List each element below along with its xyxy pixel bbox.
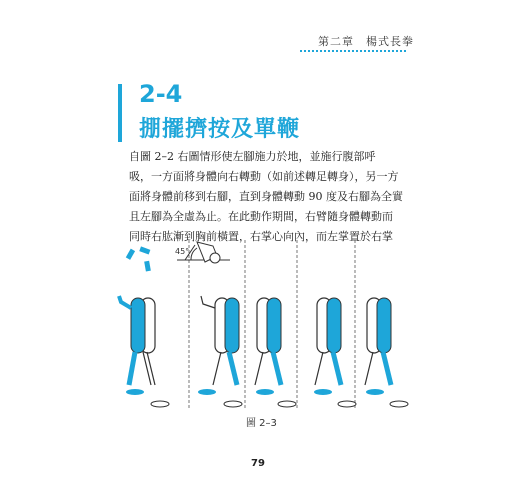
body-text [129, 147, 403, 247]
body-line: 面將身體前移到右腳，直到身體轉動 90 度及右腳為全實 [129, 190, 403, 203]
body-line: 吸，一方面將身體向右轉動（如前述轉足轉身），另一方 [129, 170, 399, 183]
body-line: 同時右肱漸到胸前橫置，右掌心向內，而左掌置於右掌 [129, 230, 393, 243]
section-number: 2-4 [139, 80, 183, 108]
angle-label: 45° [175, 247, 190, 256]
figure-pose-2 [201, 296, 239, 385]
running-head: 第二章 楊式長拳 [318, 35, 414, 48]
figure-caption: 圖 2–3 [246, 418, 277, 429]
figure-pose-1 [119, 296, 155, 385]
page-number: 79 [251, 458, 265, 469]
section-title: 掤擺擠按及單鞭 [139, 117, 301, 142]
figure-pose-5 [365, 298, 391, 385]
running-head-divider [300, 50, 406, 52]
figure-pose-4 [315, 298, 341, 385]
top-view-diagram-1 [126, 246, 151, 271]
body-line: 且左腳為全虛為止。在此動作期間，右臂隨身體轉動而 [129, 210, 393, 223]
movement-illustration [105, 240, 415, 410]
figure-pose-3 [255, 298, 281, 385]
section-title-bar [118, 84, 122, 142]
body-line: 自圖 2–2 右圖情形使左腳施力於地，並施行腹部呼 [129, 150, 376, 163]
footprints [126, 389, 408, 407]
